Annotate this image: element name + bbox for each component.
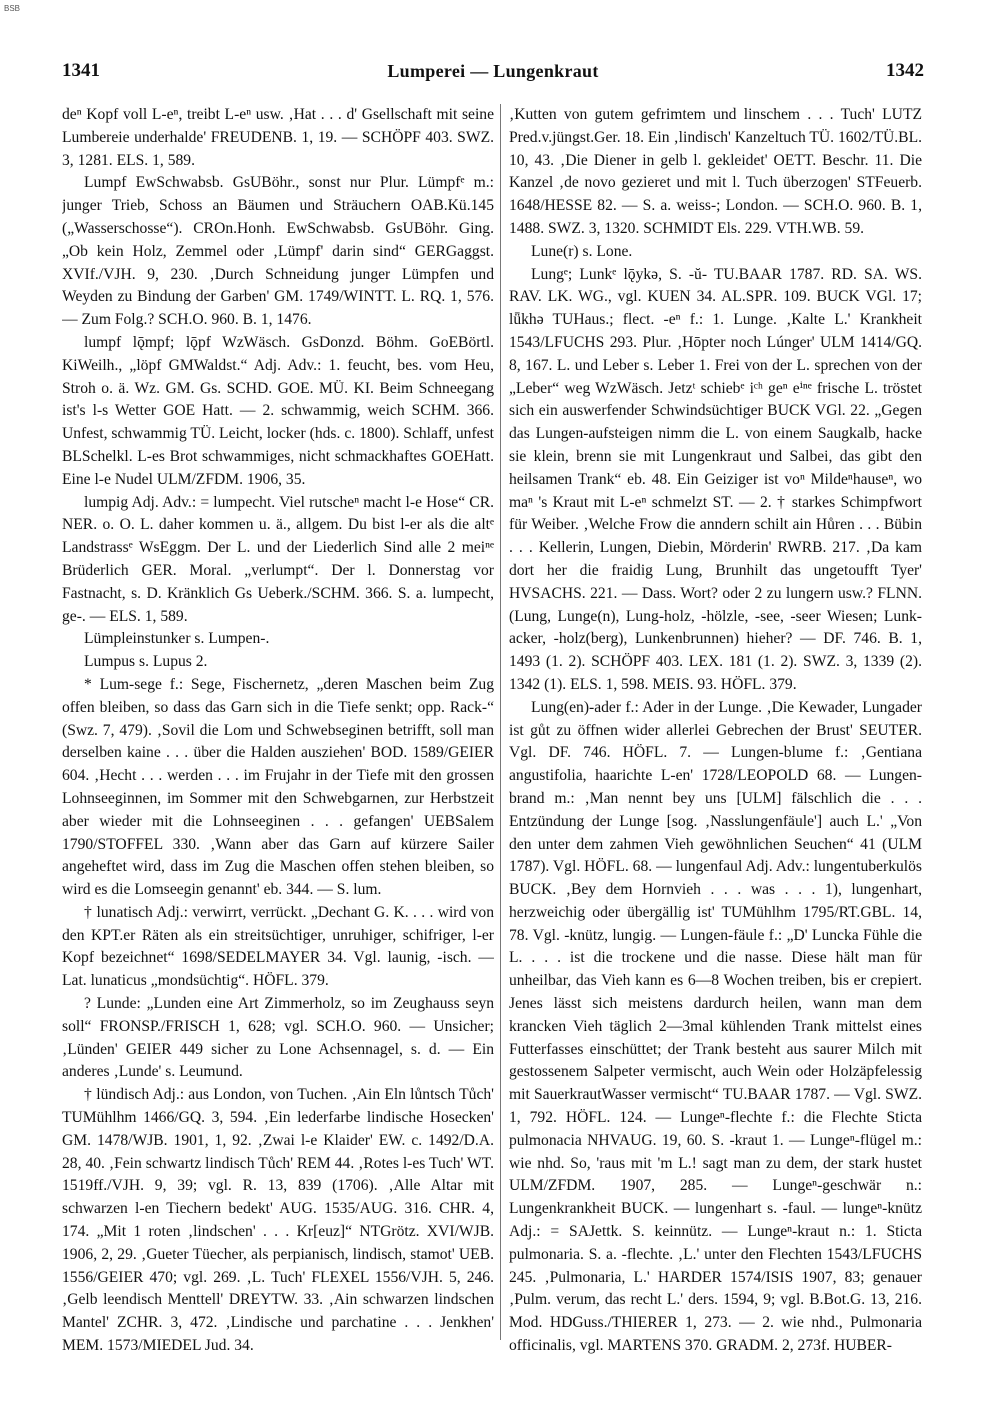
dictionary-entry: † lunatisch Adj.: verwirrt, verrückt. „Dechant G. K. . . . wird von den KPT.er Räten als ein streitsüchtiger, unruhiger, schifriger, l-er Kopf bezeichnet“ 1698/SEDELMAYER 34. Vgl. launig, -isch. — Lat. lunaticus „mondsüchtig“. HÖFL. 379.: [62, 903, 494, 990]
dictionary-entry: Lune(r) s. Lone.: [531, 242, 633, 260]
dictionary-entry: * Lum-sege f.: Sege, Fischernetz, „deren Maschen beim Zug offen bleiben, so dass das Garn sich in die Tiefe senkt; opp. Rack-“ (Swz. 7, 479). ‚Sovil die Lom und Schwebseginen betrifft, soll man derselben kaine . . . über die Halden ausziehen' BOD. 1589/GEIER 604. ‚Hecht . . . werden . . . im Frujahr in der Tiefe mit den grossen Lohnseeginnen, im Sommer mit den Schwebgarnen, zur Herbstzeit aber wieder mit die Lohnseeginen . . . gefangen' UEBSalem 1790/STOFFEL 330. ‚Wann aber das Garn auf kürzere Sailer angeheftet wird, dass im Zug die Maschen offen stehen bleiben, so wird es die Lomseegin genannt' eb. 344. — S. lum.: [62, 675, 494, 899]
dictionary-entry: Lümpleinstunker s. Lumpen-.: [84, 630, 270, 648]
running-title: Lumperei — Lungenkraut: [387, 60, 599, 81]
page-header: [62, 56, 924, 86]
column-divider: [500, 104, 501, 1340]
library-watermark: BSB: [4, 4, 21, 13]
dictionary-entry: deⁿ Kopf voll L-eⁿ, treibt L-eⁿ usw. ‚Hat . . . d' Gsellschaft mit seine Lumbereie underhalde' FREUDENB. 1, 19. — SCHÖPF 403. SWZ. 3, 1281. ELS. 1, 589.: [62, 106, 494, 169]
dictionary-entry: lumpf lǭmpf; lǭpf WzWäsch. GsDonzd. Böhm. GoEBörtl. KiWeilh., „löpf GMWaldst.“ Adj. Adv.: 1. feucht, bes. vom Heu, Stroh o. ä. Wz. GM. Gs. SCHD. GOE. MÜ. KI. Beim Schneegang ist's l-s Wetter GOE Hatt. — 2. schwammig, weich SCHM. 366. Unfest, schwammig TÜ. Leicht, locker (hds. c. 1800). Schlaff, unfest BLSchelkl. L-es Brot schwammiges, nicht schmackhaftes GOEHatt. Eine l-e Nudel ULM/ZFDM. 1906, 35.: [62, 333, 494, 488]
left-column: [62, 104, 494, 1364]
dictionary-entry: lumpig Adj. Adv.: = lumpecht. Viel rutscheⁿ macht l-e Hose“ CR. NER. o. O. L. daher kommen u. ä., allgem. Du bist l-er als die altᵉ Landstrassᵉ WsEggm. Der L. und der Liederlich Sind alle 2 meiⁿᵉ Brüderlich GER. Moral. „verlumpt“. Der l. Donnerstag vor Fastnacht, s. D. Kränklich Gs Ueberk./SCHM. 366. S. a. lumpecht, ge-. — ELS. 1, 589.: [62, 493, 494, 625]
right-column: [509, 104, 922, 1364]
dictionary-entry: Lumpus s. Lupus 2.: [84, 653, 208, 671]
page-number-right: 1342: [886, 60, 924, 81]
dictionary-entry: ? Lunde: „Lunden eine Art Zimmerholz, so im Zeughauss seyn soll“ FRONSP./FRISCH 1, 628; vgl. SCH.O. 960. — Unsicher; ‚Lünden' GEIER 449 sicher zu Lone Achsennagel, s. d. — Ein anderes ‚Lunde' s. Leumund.: [62, 995, 494, 1081]
dictionary-entry: † lündisch Adj.: aus London, von Tuchen. ‚Ain Eln lůntsch Tůch' TUMühlhm 1466/GQ. 3, 594. ‚Ein lederfarbe lindische Hosecken' GM. 1478/WJB. 1901, 1, 92. ‚Zwai l-e Klaider' EW. c. 1492/D.A. 28, 40. ‚Fein schwartz lindisch Tůch' REM 44. ‚Rotes l-es Tuch' WT. 1519ff./VJH. 9, 39; vgl. R. 13, 839 (1706). ‚Alle Altar mit schwarzen l-en Tiechern bedekt' AUG. 1535/AUG. 316. CHR. 4, 174. „Mit 1 roten ‚lindschen' . . . Kr[euz]“ NTGrötz. XVI/WJB. 1906, 2, 29. ‚Gueter Tüecher, als perpianisch, lindisch, stamot' UEB. 1556/GEIER 470; vgl. 269. ‚L. Tuch' FLEXEL 1556/VJH. 5, 246. ‚Gelb leendisch Menttell' DREYTW. 33. ‚Ain schwarzen lindschen Mantel' ZCHR. 3, 472. ‚Lindische und parchatine . . . Jenkhen' MEM. 1573/MIEDEL Jud. 34.: [62, 1086, 494, 1355]
dictionary-entry: ‚Kutten von gutem gefrimtem und linschem . . . Tuch' LUTZ Pred.v.jüngst.Ger. 18. Ein ‚lindisch' Kanzeltuch TÜ. 1602/TÜ.BL. 10, 43. ‚Die Diener in gelb l. gekleidet' OETT. Beschr. 11. Die Kanzel ‚de novo gezieret und mit l. Tuch überzogen' STFeuerb. 1648/HESSE 82. — S. a. weiss-; London. — SCH.O. 960. B. 1, 1488. SWZ. 3, 1320. SCHMIDT Els. 229. VTH.WB. 59.: [509, 106, 922, 237]
dictionary-entry: Lung(en)-ader f.: Ader in der Lunge. ‚Die Kewader, Lungader ist gůt zu öffnen wider allerlei Gebrechen der Brust' SEUTER. Vgl. DF. 746. HÖFL. 7. — Lungen-blume f.: ‚Gentiana angustifolia, haarichte L-en' 1728/LEOPOLD 68. — Lungen-brand m.: ‚Man nennt bey uns [ULM] fälschlich die . . . Entzündung der Lunge [sog. ‚Nasslungenfäule'] auch L.' „Von den unter dem zahmen Vieh gewöhnlichen Seuchen“ 41 (ULM 1787). Vgl. HÖFL. 68. — lungenfaul Adj. Adv.: lungentuberkulös BUCK. ‚Bey dem Hornvieh . . . was . . . 1), lungenhart, herzweichig oder übergällig ist' TUMühlhm 1795/RT.GBL. 14, 78. Vgl. -knütz, lungig. — Lungen-fäule f.: „D' Luncka Fühle die L. . . . ist die trockene und die nasse. Diese hält man für unheilbar, das Vieh kann es 6—8 Wochen treiben, bis er crepiert. Jenes lässt sich meistens dardurch heilen, wann man dem krancken Vieh täglich 2—3mal kühlenden Trank mittelst eines Futterfasses einschüttet; der Trank besteht aus saurer Milch mit gestossenem Salpeter vermischt, auch Wein oder Holzäpfelessig mit SauerkrautWasser vermischt“ TU.BAAR 1787. — Vgl. SWZ. 1, 792. HÖFL. 124. — Lungeⁿ-flechte f.: die Flechte Sticta pulmonacia NHVAUG. 19, 60. S. -kraut 1. — Lungeⁿ-flügel m.: wie nhd. So, 'raus mit 'm L.! sagt man zu dem, der stark hustet ULM/ZFDM. 1907, 285. — Lungeⁿ-geschwär n.: Lungenkrankheit BUCK. — lungenhart s. -faul. — lungeⁿ-knütz Adj.: = SAJettk. S. keinnütz. — Lungeⁿ-kraut n.: 1. Sticta pulmonaria. S. a. -flechte. ‚L.' unter den Flechten 1543/LFUCHS 245. ‚Pulmonaria, L.' HARDER 1574/ISIS 1907, 83; genauer ‚Pulm. verum, das recht L.' ders. 1594, 9; vgl. B.Bot.G. 13, 216. Mod. HDGuss./THIERER 1, 273. — 2. wie nhd., Pulmonaria officinalis, vgl. MARTENS 370. GRADM. 2, 273f. HUBER-: [509, 698, 922, 1355]
dictionary-entry: Lumpf EwSchwabsb. GsUBöhr., sonst nur Plur. Lümpfᵉ m.: junger Trieb, Schoss an Bäumen und Sträuchern OAB.Kü.145 („Wasserschosse“). CROn.Honh. EwSchwabsb. GsUBöhr. Ging. „Ob kein Holz, Zemmel oder ‚Lümpf' darin sind“ GERGaggst. XVIf./VJH. 9, 230. ‚Durch Schneidung junger Lümpfen und Weyden zu Bindung der Garben' GM. 1749/WINTT. L. RQ. 1, 576. — Zum Folg.? SCH.O. 960. B. 1, 1476.: [62, 174, 494, 329]
page-number-left: 1341: [62, 60, 100, 81]
dictionary-entry: Lungᵉ; Lunkᵉ lǭykə, S. -ŭ- TU.BAAR 1787. RD. SA. WS. RAV. LK. WG., vgl. KUEN 34. AL.SPR. 109. BUCK VGl. 17; lǖkhə TUHaus.; flect. -eⁿ f.: 1. Lunge. ‚Kalte L.' Krankheit 1543/LFUCHS 293. Plur. ‚Hōpter noch Lúnger' ULM 1414/GQ. 8, 167. L. und Leber s. Leber 1. Frei von der L. sprechen von der „Leber“ weg WzWäsch. Jetzᵗ schiebᵉ iᶜʰ geⁿ eⁱⁿᵉ frische L. tröstet sich ein auswerfender Schwindsüchtiger BUCK VGl. 22. „Gegen das Lungen-aufsteigen nimm die L. von einem Saugkalb, hacke sie klein, brenn sie mit Lungenkraut und Salbei, das gibt den heilsamen Trank“ eb. 48. Ein Geiziger ist voⁿ Mildeⁿhauseⁿ, wo maⁿ 's Kraut mit L-eⁿ schmelzt ST. — 2. † starkes Schimpfwort für Weiber. ‚Welche Frow die anndern schilt ain Hůren . . . Bübin . . . Kellerin, Lungen, Diebin, Mörderin' RWRB. 217. ‚Da kam dort her die fraidig Lung, Brunhilt das ungetoufft Tyer' HVSACHS. 221. — Dass. Wort? oder 2 zu lungern usw.? FLNN. (Lung, Lunge(n), Lung-holz, -hölzle, -see, -seer Wiesen; Lunk-acker, -holz(berg), Lunkenbrunnen) hieher? — DF. 746. B. 1, 1493 (1. 2). SCHÖPF 403. LEX. 181 (1. 2). SWZ. 3, 1339 (2). 1342 (1). ELS. 1, 598. MEIS. 93. HÖFL. 379.: [509, 265, 922, 693]
